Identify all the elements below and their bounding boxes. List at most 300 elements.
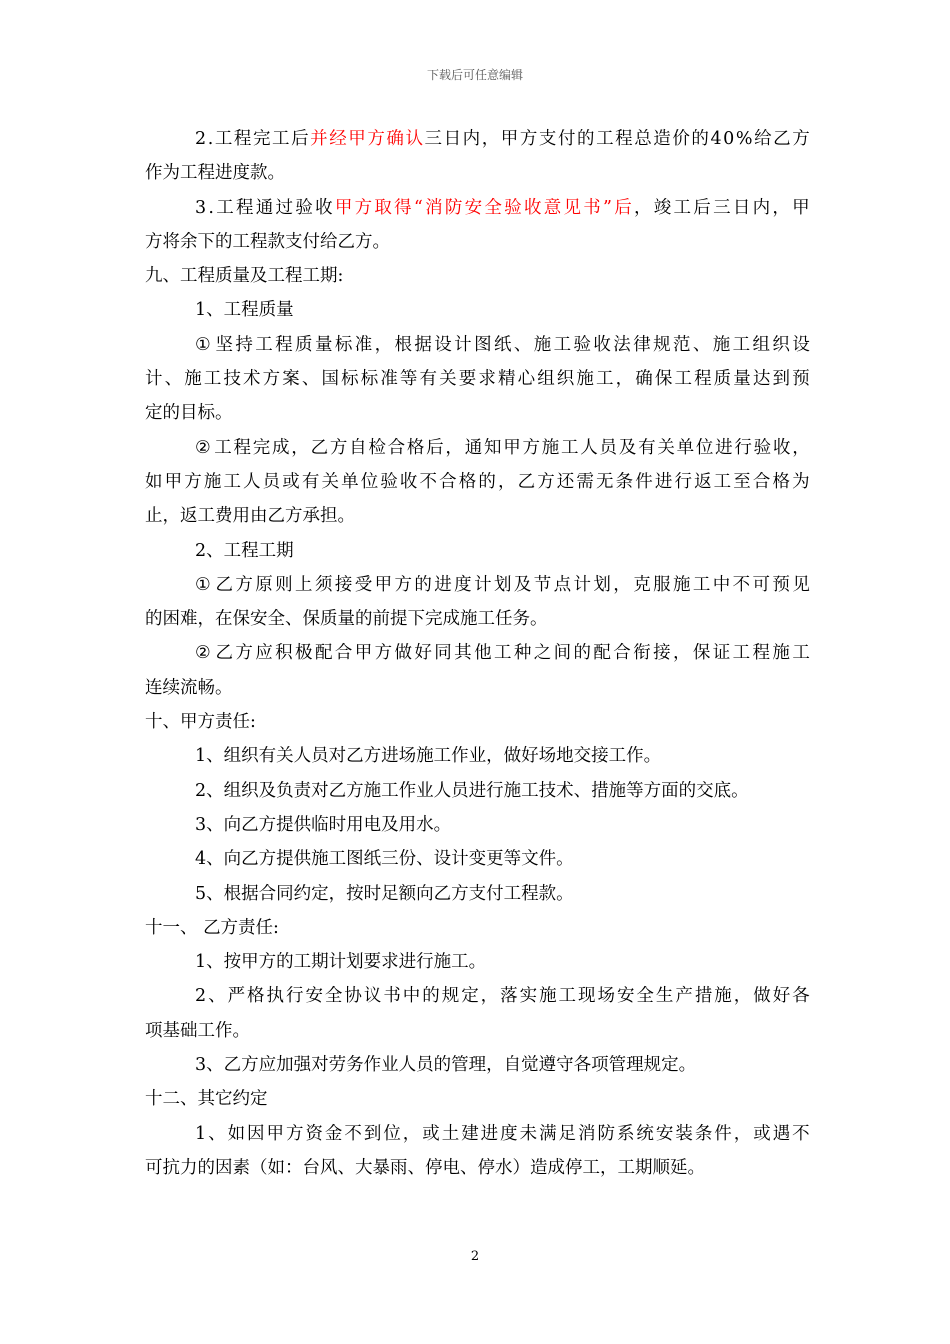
text-segment: 工 xyxy=(272,129,290,149)
text-segment: 位 xyxy=(383,1123,401,1144)
text-segment: 乙 xyxy=(517,471,536,492)
text-segment: 图 xyxy=(474,334,492,355)
text-segment: 协 xyxy=(344,986,362,1007)
text-segment: . xyxy=(207,129,214,149)
text-segment: 关 xyxy=(321,471,339,492)
text-line xyxy=(145,671,810,705)
text-segment: 人 xyxy=(580,437,598,458)
text-segment: ① xyxy=(195,334,211,355)
text-line xyxy=(145,979,810,1013)
text-segment: 2 xyxy=(195,129,207,149)
text-segment: ， xyxy=(672,643,691,664)
text-segment: 格 xyxy=(772,471,790,492)
text-segment: 返 xyxy=(694,471,712,492)
text-segment: 收 xyxy=(593,334,611,355)
text-segment: 定的目标。 xyxy=(145,403,233,424)
text-line xyxy=(145,1014,810,1048)
text-segment: 3、乙方应加强对劳务作业人员的管理，自觉遵守各项管理规定。 xyxy=(195,1055,697,1076)
text-segment: ， xyxy=(733,986,752,1007)
text-segment: 后 xyxy=(291,129,309,149)
text-segment: 1、工程质量 xyxy=(195,300,294,321)
text-segment: 竣 xyxy=(653,197,672,218)
text-segment: 质 xyxy=(713,369,732,390)
text-segment: 标 xyxy=(334,334,353,355)
text-segment: 议 xyxy=(363,986,382,1007)
text-segment: 验 xyxy=(753,437,772,458)
text-segment: 达 xyxy=(752,369,771,390)
text-segment: 安 xyxy=(616,986,635,1007)
text-segment: 织 xyxy=(772,334,790,355)
text-segment: 到 xyxy=(363,1123,382,1144)
text-segment: 他 xyxy=(474,643,492,664)
text-segment: 合 xyxy=(752,471,771,492)
text-segment: 或 xyxy=(422,1123,440,1144)
text-segment: 装 xyxy=(675,1123,693,1144)
text-segment: 好 xyxy=(414,643,432,664)
text-segment: 位 xyxy=(360,471,379,492)
text-line xyxy=(145,911,810,945)
text-segment: 十、甲方责任: xyxy=(145,712,256,733)
text-segment: 规 xyxy=(653,334,671,355)
text-segment: 等 xyxy=(399,369,418,390)
text-segment: 条 xyxy=(615,471,634,492)
text-segment: 点 xyxy=(553,574,572,595)
text-segment: 程 xyxy=(694,369,712,390)
highlighted-text: 防 xyxy=(444,197,463,218)
text-segment: 实 xyxy=(519,986,538,1007)
text-line xyxy=(145,499,810,533)
text-segment: 落 xyxy=(500,986,518,1007)
text-segment: 的 xyxy=(414,574,432,595)
text-segment: 施 xyxy=(533,334,552,355)
text-segment: 作为工程进度款。 xyxy=(145,163,285,184)
text-segment: 工 xyxy=(553,334,572,355)
highlighted-text: 认 xyxy=(405,129,423,149)
text-segment: 2 xyxy=(195,986,207,1007)
text-segment: 5、根据合同约定，按时足额向乙方支付工程款。 xyxy=(195,883,574,904)
text-line xyxy=(145,808,810,842)
text-segment: 人 xyxy=(243,471,261,492)
text-segment: 好 xyxy=(772,986,791,1007)
text-segment: 的 xyxy=(573,643,592,664)
text-segment: 国 xyxy=(321,369,339,390)
highlighted-text: 确 xyxy=(386,129,404,149)
text-segment: 0 xyxy=(723,129,735,149)
text-segment: 行 xyxy=(734,437,752,458)
text-segment: 保 xyxy=(692,643,711,664)
text-segment: 计 xyxy=(145,369,163,390)
text-segment: 十一、 乙方责任: xyxy=(145,917,279,938)
text-segment: 案 xyxy=(282,369,300,390)
text-line xyxy=(145,431,810,465)
text-segment: 做 xyxy=(394,643,412,664)
text-segment: 方 xyxy=(519,129,538,149)
text-segment: 合 xyxy=(439,471,457,492)
text-segment: 种 xyxy=(513,643,532,664)
text-segment: 价 xyxy=(672,129,690,149)
text-segment: 工 xyxy=(561,437,579,458)
text-segment: 防 xyxy=(597,1123,615,1144)
highlighted-text: 收 xyxy=(523,197,542,218)
text-segment: 施 xyxy=(714,986,732,1007)
text-segment: 给 xyxy=(754,129,772,149)
text-segment: 保 xyxy=(654,369,673,390)
text-segment: 方将余下的工程款支付给乙方。 xyxy=(145,231,390,252)
text-line xyxy=(145,739,810,773)
text-segment: 织 xyxy=(556,369,575,390)
text-segment: 执 xyxy=(266,986,285,1007)
text-segment: 关 xyxy=(657,437,675,458)
text-segment: 计 xyxy=(573,574,592,595)
text-segment: 自 xyxy=(349,437,367,458)
text-segment: 或 xyxy=(753,1123,771,1144)
text-line xyxy=(145,602,810,636)
text-segment: 可 xyxy=(752,574,771,595)
text-segment: 2、工程工期 xyxy=(195,540,294,561)
text-segment: 工 xyxy=(214,129,233,149)
text-segment: 程 xyxy=(615,129,633,149)
text-segment: 量 xyxy=(733,369,751,390)
text-segment: 工 xyxy=(596,129,614,149)
text-segment: 乙 xyxy=(310,437,329,458)
text-segment: 有 xyxy=(301,471,320,492)
text-line xyxy=(145,396,810,430)
text-segment: 施 xyxy=(576,369,594,390)
text-segment: 原 xyxy=(255,574,273,595)
text-segment: 工 xyxy=(203,369,222,390)
text-segment: 件 xyxy=(714,1123,732,1144)
text-segment: 进 xyxy=(434,574,452,595)
text-segment: 过 xyxy=(275,197,294,218)
text-segment: 方 xyxy=(374,643,393,664)
text-segment: 进 xyxy=(715,437,733,458)
text-segment: ， xyxy=(772,197,790,218)
text-segment: 满 xyxy=(539,1123,557,1144)
text-segment: 见 xyxy=(792,574,810,595)
text-segment: 安 xyxy=(305,986,323,1007)
text-segment: 克 xyxy=(633,574,651,595)
text-segment: 需 xyxy=(576,471,594,492)
text-line xyxy=(145,1082,810,1116)
text-segment: 确 xyxy=(635,369,653,390)
text-segment: 量 xyxy=(314,334,333,355)
text-segment: 行 xyxy=(285,986,304,1007)
text-segment: ， xyxy=(481,129,500,149)
text-segment: 消 xyxy=(578,1123,596,1144)
text-segment: % xyxy=(735,129,753,149)
text-segment: 十二、其它约定 xyxy=(145,1089,268,1110)
text-segment: 方 xyxy=(262,369,281,390)
text-segment: 验 xyxy=(380,471,398,492)
highlighted-text: 安 xyxy=(464,197,483,218)
text-segment: 4、向乙方提供施工图纸三份、设计变更等文件。 xyxy=(195,849,574,870)
text-segment: 现 xyxy=(578,986,596,1007)
text-segment: 九、工程质量及工程工期: xyxy=(145,266,344,287)
document-body xyxy=(145,122,810,1185)
text-segment: 安 xyxy=(655,1123,674,1144)
text-segment: ， xyxy=(402,1123,421,1144)
text-segment: ， xyxy=(615,369,634,390)
text-segment: 完 xyxy=(252,437,271,458)
text-segment: 程 xyxy=(233,129,252,149)
highlighted-text: 甲 xyxy=(348,129,366,149)
text-segment: 工 xyxy=(673,197,692,218)
text-segment: 心 xyxy=(517,369,536,390)
text-segment: 组 xyxy=(752,334,771,355)
text-segment: 的 xyxy=(577,129,595,149)
text-segment: 服 xyxy=(653,574,671,595)
page-header-note: 下载后可任意编辑 xyxy=(426,68,523,82)
text-segment: 通 xyxy=(255,197,274,218)
text-segment: 受 xyxy=(354,574,373,595)
text-segment: 项基础工作。 xyxy=(145,1020,250,1041)
text-segment: 同 xyxy=(434,643,452,664)
highlighted-text: 验 xyxy=(504,197,522,218)
text-segment: 为 xyxy=(792,471,810,492)
text-segment: 律 xyxy=(633,334,651,355)
text-segment: 工 xyxy=(596,369,614,390)
text-segment: 程 xyxy=(275,334,293,355)
text-line xyxy=(145,362,810,396)
text-segment: 方 xyxy=(394,574,412,595)
text-line xyxy=(145,156,810,190)
text-segment: 施 xyxy=(712,334,731,355)
text-segment: 划 xyxy=(593,574,611,595)
text-segment: 甲 xyxy=(374,574,393,595)
text-segment: 证 xyxy=(712,643,731,664)
text-segment: 4 xyxy=(710,129,722,149)
text-segment: 质 xyxy=(295,334,313,355)
text-segment: 标 xyxy=(341,369,359,390)
text-segment: 造 xyxy=(653,129,671,149)
text-segment: 1、按甲方的工期计划要求进行施工。 xyxy=(195,952,487,973)
text-segment: 位 xyxy=(695,437,714,458)
text-segment: 生 xyxy=(655,986,674,1007)
text-line xyxy=(145,328,810,362)
text-segment: 工 xyxy=(558,986,577,1007)
text-segment: 施 xyxy=(772,643,790,664)
text-segment: 付 xyxy=(557,129,576,149)
page-number: 2 xyxy=(470,1249,480,1264)
text-segment: 三 xyxy=(424,129,443,149)
text-segment: 完 xyxy=(252,129,271,149)
text-segment: 求 xyxy=(478,369,496,390)
text-segment: 、 xyxy=(164,369,183,390)
text-segment: ， xyxy=(733,1123,752,1144)
text-segment: 验 xyxy=(573,334,592,355)
text-line xyxy=(145,945,810,979)
text-segment: 则 xyxy=(275,574,293,595)
text-segment: 配 xyxy=(593,643,611,664)
text-segment: 、 xyxy=(692,334,711,355)
text-segment: 还 xyxy=(556,471,575,492)
text-segment: 工 xyxy=(493,643,512,664)
text-segment: 工 xyxy=(255,334,273,355)
text-segment: 乙 xyxy=(215,574,233,595)
text-segment: 连续流畅。 xyxy=(145,677,233,698)
text-segment: 建 xyxy=(461,1123,479,1144)
text-segment: 成 xyxy=(272,437,290,458)
highlighted-text: 方 xyxy=(354,197,373,218)
text-segment: 如 xyxy=(145,471,163,492)
highlighted-text: 后 xyxy=(614,197,632,218)
text-segment: 件 xyxy=(635,471,653,492)
text-segment: 3 xyxy=(195,197,207,218)
text-line xyxy=(145,774,810,808)
text-segment: 日 xyxy=(443,129,462,149)
text-segment: 、 xyxy=(208,1123,226,1144)
text-segment: 不 xyxy=(792,1123,810,1144)
text-segment: 接 xyxy=(653,643,671,664)
text-segment: 可抗力的因素（如：台风、大暴雨、停电、停水）造成停工，工期顺延。 xyxy=(145,1157,705,1178)
text-segment: 员 xyxy=(262,471,281,492)
text-segment: 或 xyxy=(282,471,300,492)
text-segment: 方 xyxy=(522,437,540,458)
text-segment: 接 xyxy=(334,574,353,595)
text-line xyxy=(145,1048,810,1082)
text-segment: 合 xyxy=(387,437,406,458)
text-segment: 行 xyxy=(674,471,692,492)
text-segment: 准 xyxy=(380,369,398,390)
text-segment: 工 xyxy=(732,334,751,355)
text-segment: 产 xyxy=(675,986,693,1007)
text-segment: 措 xyxy=(694,986,713,1007)
text-segment: 统 xyxy=(636,1123,654,1144)
text-segment: 三 xyxy=(713,197,731,218)
text-segment: 1、组织有关人员对乙方进场施工作业，做好场地交接工作。 xyxy=(195,746,662,767)
text-segment: 单 xyxy=(341,471,359,492)
text-segment: 遇 xyxy=(772,1123,791,1144)
highlighted-text: 书 xyxy=(583,197,601,218)
text-segment: 员 xyxy=(599,437,618,458)
text-segment: 格 xyxy=(247,986,265,1007)
text-segment: 后 xyxy=(426,437,444,458)
text-segment: 验 xyxy=(295,197,313,218)
text-segment: ② xyxy=(195,437,211,458)
text-segment: 施 xyxy=(184,369,202,390)
text-segment: 土 xyxy=(441,1123,460,1144)
text-segment: 的 xyxy=(478,471,496,492)
text-line xyxy=(145,1151,810,1185)
text-segment: 度 xyxy=(454,574,472,595)
text-segment: 施 xyxy=(539,986,557,1007)
text-segment: 的 xyxy=(422,986,440,1007)
text-segment: 规 xyxy=(441,986,460,1007)
text-segment: ， xyxy=(497,471,516,492)
text-segment: . xyxy=(208,197,214,218)
text-segment: 及 xyxy=(618,437,637,458)
text-segment: 法 xyxy=(613,334,631,355)
text-segment: 方 xyxy=(235,643,253,664)
text-segment: 术 xyxy=(243,369,261,390)
text-segment: 不 xyxy=(419,471,438,492)
text-segment: 因 xyxy=(247,1123,265,1144)
text-segment: ， xyxy=(374,334,393,355)
text-line xyxy=(145,1117,810,1151)
text-segment: 有 xyxy=(638,437,656,458)
text-segment: 工 xyxy=(214,437,232,458)
text-line xyxy=(145,568,810,602)
text-segment: 关 xyxy=(439,369,457,390)
text-segment: 后 xyxy=(693,197,711,218)
text-segment: 不 xyxy=(344,1123,362,1144)
text-segment: 2、组织及负责对乙方施工作业人员进行施工技术、措施等方面的交底。 xyxy=(195,780,749,801)
text-segment: 做 xyxy=(753,986,771,1007)
text-segment: 无 xyxy=(596,471,614,492)
highlighted-text: 取 xyxy=(374,197,392,218)
text-segment: 计 xyxy=(474,574,492,595)
text-line xyxy=(145,636,810,670)
text-segment: ， xyxy=(445,437,463,458)
text-segment: 乙 xyxy=(773,129,791,149)
text-segment: 积 xyxy=(275,643,293,664)
text-segment: 工 xyxy=(692,574,711,595)
text-segment: 止，返工费用由乙方承担。 xyxy=(145,506,355,527)
text-segment: 设 xyxy=(434,334,452,355)
text-segment: 收 xyxy=(399,471,418,492)
text-segment: 格 xyxy=(458,471,477,492)
text-segment: 日 xyxy=(732,197,751,218)
text-segment: 严 xyxy=(227,986,246,1007)
text-segment: 程 xyxy=(236,197,254,218)
text-segment: 中 xyxy=(712,574,731,595)
text-segment: 工 xyxy=(216,197,234,218)
text-segment: 纸 xyxy=(493,334,512,355)
text-segment: 内 xyxy=(462,129,481,149)
text-segment: 组 xyxy=(537,369,555,390)
text-segment: 场 xyxy=(597,986,615,1007)
text-segment: 预 xyxy=(772,574,790,595)
text-segment: 衔 xyxy=(633,643,651,664)
text-segment: 单 xyxy=(676,437,695,458)
text-segment: 检 xyxy=(368,437,386,458)
text-segment: 方 xyxy=(184,471,202,492)
text-line xyxy=(145,225,810,259)
text-segment: 节 xyxy=(533,574,552,595)
text-segment: 持 xyxy=(235,334,253,355)
text-segment: 甲 xyxy=(503,437,521,458)
text-segment: 施 xyxy=(672,574,691,595)
text-segment: 准 xyxy=(354,334,373,355)
highlighted-text: 意 xyxy=(543,197,562,218)
text-line xyxy=(145,293,810,327)
text-segment: 坚 xyxy=(215,334,233,355)
text-segment: ， xyxy=(291,437,309,458)
text-segment: 到 xyxy=(772,369,790,390)
text-segment: 技 xyxy=(223,369,241,390)
text-segment: 书 xyxy=(383,986,401,1007)
text-segment: 中 xyxy=(402,986,421,1007)
highlighted-text: 见 xyxy=(563,197,581,218)
text-segment: 金 xyxy=(324,1123,343,1144)
text-segment: ① xyxy=(195,574,211,595)
highlighted-text: 得 xyxy=(394,197,412,218)
text-line xyxy=(145,877,810,911)
highlighted-text: “ xyxy=(413,197,423,218)
text-segment: 须 xyxy=(314,574,333,595)
text-segment: 通 xyxy=(464,437,483,458)
text-segment: 甲 xyxy=(500,129,519,149)
text-segment: 的 xyxy=(691,129,709,149)
text-segment: 工 xyxy=(223,471,241,492)
text-segment: 3、向乙方提供临时用电及用水。 xyxy=(195,814,452,835)
text-segment: 方 xyxy=(792,129,810,149)
text-segment: 合 xyxy=(334,643,353,664)
text-segment: 如 xyxy=(227,1123,246,1144)
text-segment: 方 xyxy=(329,437,348,458)
text-segment: 甲 xyxy=(354,643,373,664)
text-segment: 及 xyxy=(513,574,532,595)
